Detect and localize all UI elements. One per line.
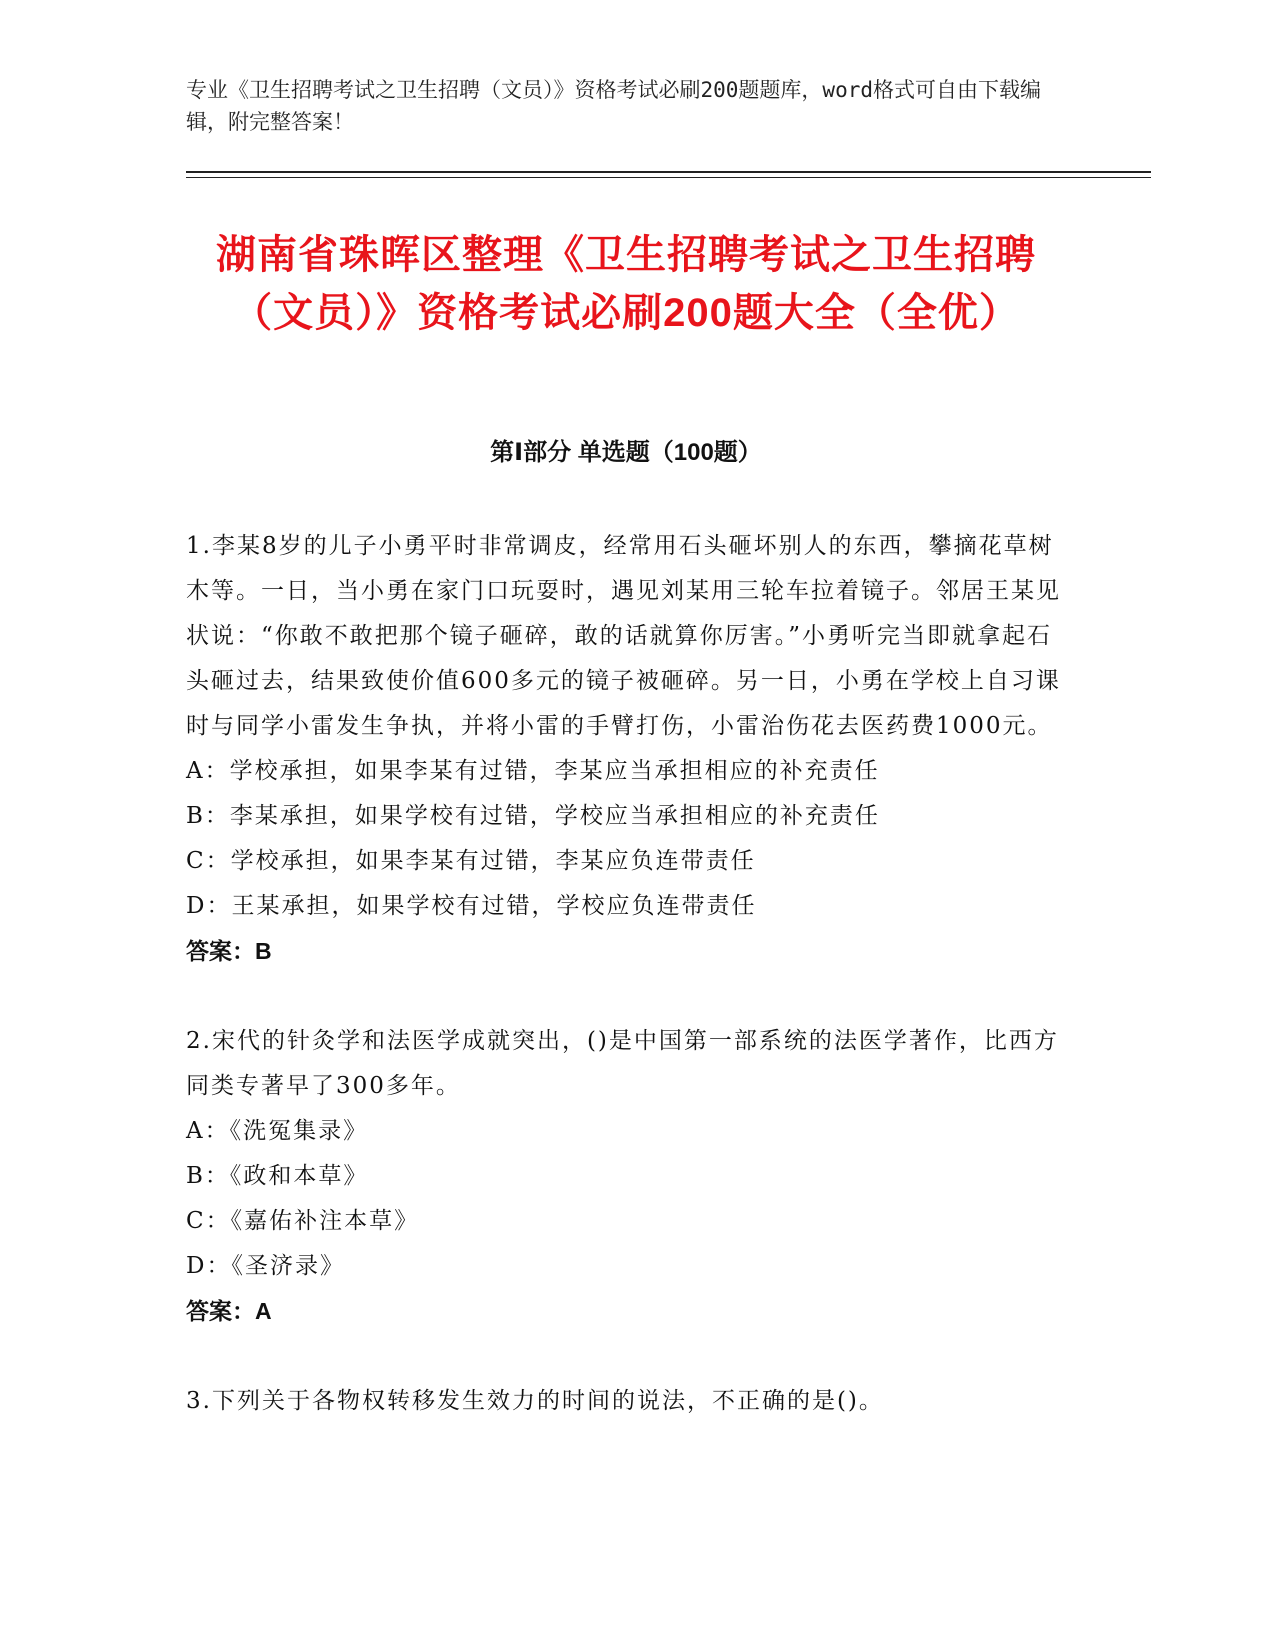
option-b: B：李某承担，如果学校有过错，学校应当承担相应的补充责任 <box>186 803 880 829</box>
option-b: B：《政和本草》 <box>186 1163 369 1189</box>
option-a: A：《洗冤集录》 <box>186 1118 369 1144</box>
question-spacer <box>186 974 1066 1019</box>
question-list <box>186 524 1066 1424</box>
question-stem: 1.李某8岁的儿子小勇平时非常调皮，经常用石头砸坏别人的东西，攀摘花草树木等。一日，当小勇在家门口玩耍时，遇见刘某用三轮车拉着镜子。邻居王某见状说：“你敢不敢把那个镜子砸碎，敢的话就算你厉害。”小勇听完当即就拿起石头砸过去，结果致使价值600多元的镜子被砸碎。另一日，小勇在学校上自习课时与同学小雷发生争执，并将小雷的手臂打伤，小雷治伤花去医药费1000元。 <box>186 533 1061 739</box>
answer: 答案：B <box>186 938 272 964</box>
option-c: C：学校承担，如果李某有过错，李某应负连带责任 <box>186 848 756 874</box>
option-d: D：《圣济录》 <box>186 1253 345 1279</box>
section-heading: 第Ⅰ部分 单选题（100题） <box>490 439 762 466</box>
document-title: 湖南省珠晖区整理《卫生招聘考试之卫生招聘（文员）》资格考试必刷200题大全（全优） <box>216 233 1036 335</box>
header-note: 专业《卫生招聘考试之卫生招聘（文员）》资格考试必刷200题题库，word格式可自由下载编辑，附完整答案！ <box>186 78 1041 134</box>
question-3 <box>186 1379 1066 1424</box>
question-stem: 3.下列关于各物权转移发生效力的时间的说法，不正确的是()。 <box>186 1388 884 1414</box>
question-2 <box>186 1019 1066 1334</box>
question-stem: 2.宋代的针灸学和法医学成就突出，()是中国第一部系统的法医学著作，比西方同类专著早了300多年。 <box>186 1028 1059 1099</box>
question-1 <box>186 524 1066 974</box>
option-d: D：王某承担，如果学校有过错，学校应负连带责任 <box>186 893 757 919</box>
header-divider-thick <box>186 171 1151 173</box>
header-divider-thin <box>186 177 1151 178</box>
question-spacer <box>186 1334 1066 1379</box>
answer: 答案：A <box>186 1298 272 1324</box>
option-a: A：学校承担，如果李某有过错，李某应当承担相应的补充责任 <box>186 758 880 784</box>
option-c: C：《嘉佑补注本草》 <box>186 1208 420 1234</box>
